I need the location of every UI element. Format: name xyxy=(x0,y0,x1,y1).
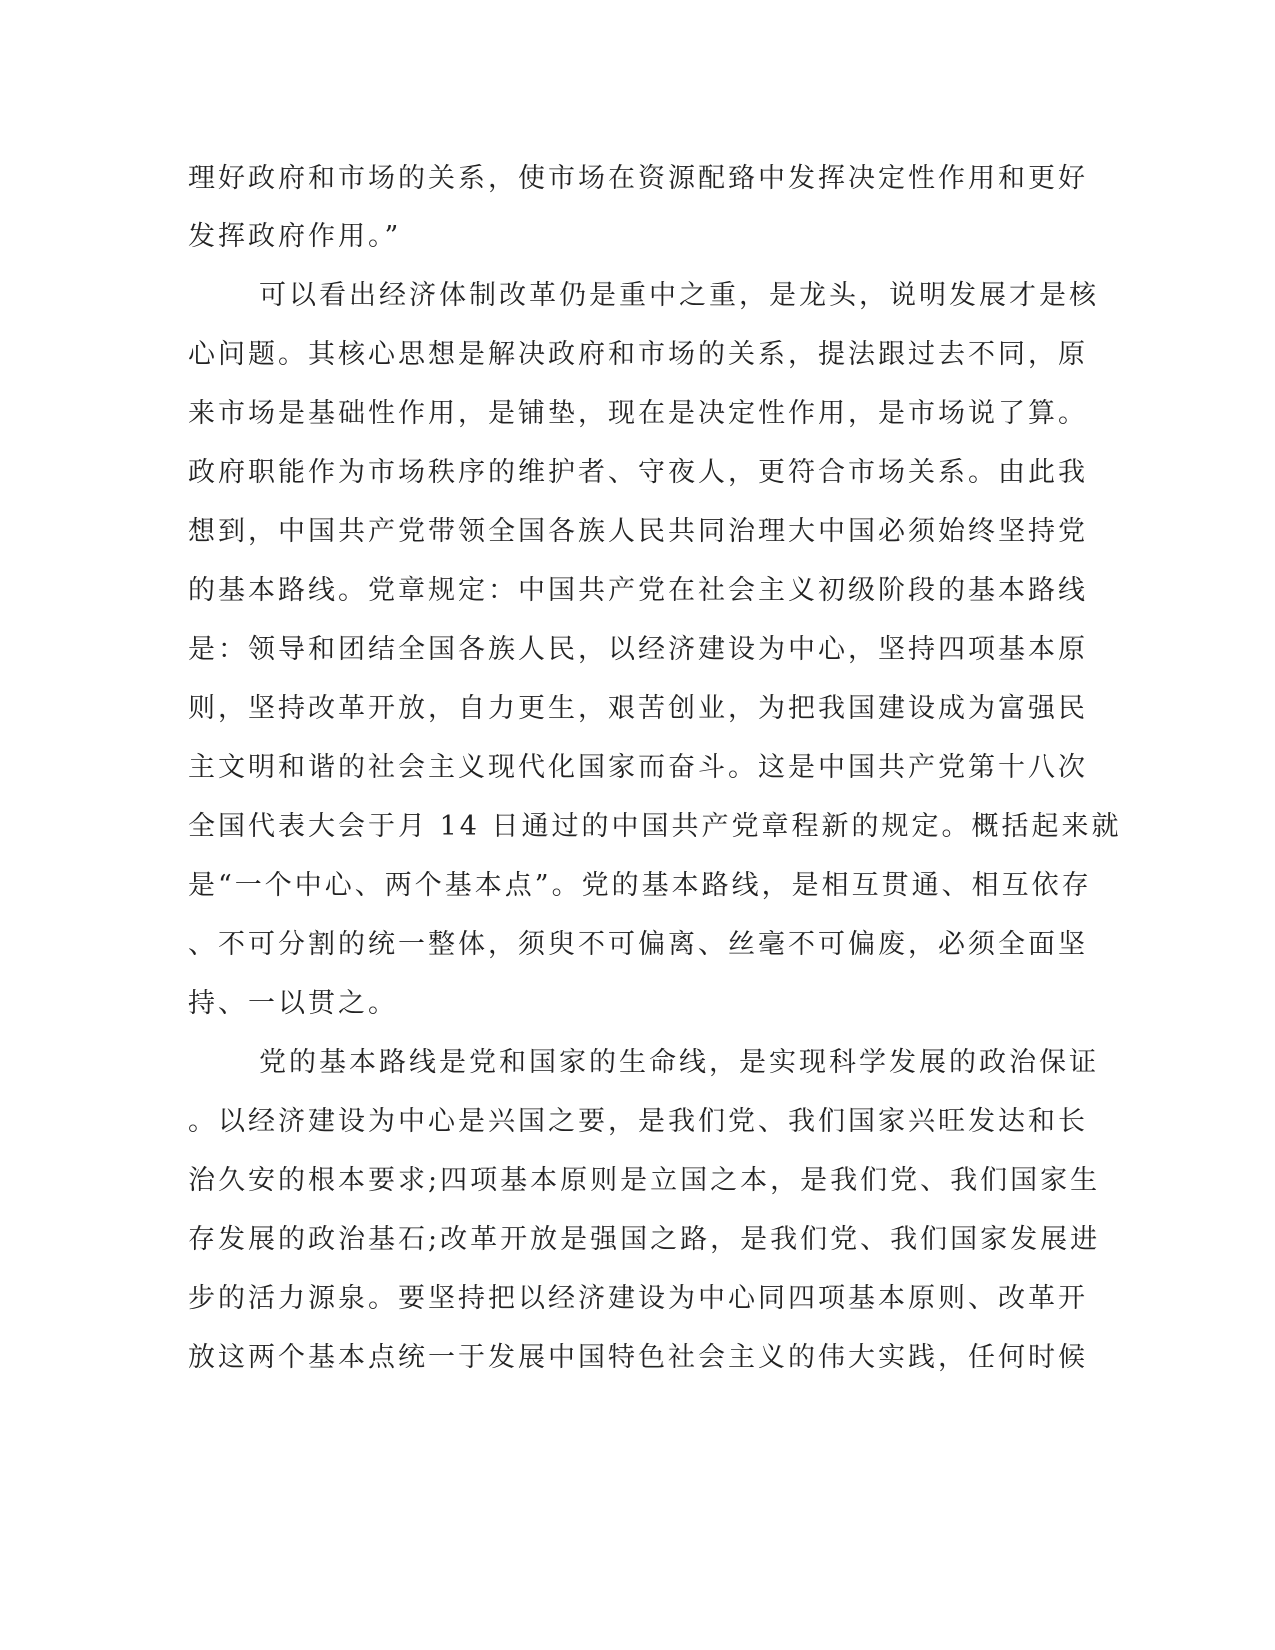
text-line: 是：领导和团结全国各族人民，以经济建设为中心，坚持四项基本原 xyxy=(188,634,1088,665)
text-line: 主文明和谐的社会主义现代化国家而奋斗。这是中国共产党第十八次 xyxy=(188,752,1088,783)
text-line: 政府职能作为市场秩序的维护者、守夜人，更符合市场关系。由此我 xyxy=(188,457,1088,488)
text-line: 发挥政府作用。” xyxy=(188,221,402,252)
text-line: 想到，中国共产党带领全国各族人民共同治理大中国必须始终坚持党 xyxy=(188,516,1088,547)
text-line: 来市场是基础性作用，是铺垫，现在是决定性作用，是市场说了算。 xyxy=(188,398,1088,429)
text-line: 。以经济建设为中心是兴国之要，是我们党、我们国家兴旺发达和长 xyxy=(188,1106,1088,1137)
text-line: 、不可分割的统一整体，须臾不可偏离、丝毫不可偏废，必须全面坚 xyxy=(188,929,1088,960)
text-line: 的基本路线。党章规定：中国共产党在社会主义初级阶段的基本路线 xyxy=(188,575,1088,606)
text-line: 存发展的政治基石;改革开放是强国之路，是我们党、我们国家发展进 xyxy=(188,1224,1101,1255)
paragraph-first-line: 党的基本路线是党和国家的生命线，是实现科学发展的政治保证 xyxy=(259,1047,1099,1078)
text-line: 持、一以贯之。 xyxy=(188,988,398,1019)
text-line: 是“一个中心、两个基本点”。党的基本路线，是相互贯通、相互依存 xyxy=(188,870,1092,901)
text-line: 则，坚持改革开放，自力更生，艰苦创业，为把我国建设成为富强民 xyxy=(188,693,1088,724)
text-line: 治久安的根本要求;四项基本原则是立国之本，是我们党、我们国家生 xyxy=(188,1165,1101,1196)
text-line: 理好政府和市场的关系，使市场在资源配臵中发挥决定性作用和更好 xyxy=(188,163,1088,194)
text-line: 步的活力源泉。要坚持把以经济建设为中心同四项基本原则、改革开 xyxy=(188,1283,1088,1314)
paragraph-first-line: 可以看出经济体制改革仍是重中之重，是龙头，说明发展才是核 xyxy=(259,280,1099,311)
text-line: 全国代表大会于月 14 日通过的中国共产党章程新的规定。概括起来就 xyxy=(188,811,1122,842)
text-line: 心问题。其核心思想是解决政府和市场的关系，提法跟过去不同，原 xyxy=(188,339,1088,370)
text-line: 放这两个基本点统一于发展中国特色社会主义的伟大实践，任何时候 xyxy=(188,1342,1088,1373)
